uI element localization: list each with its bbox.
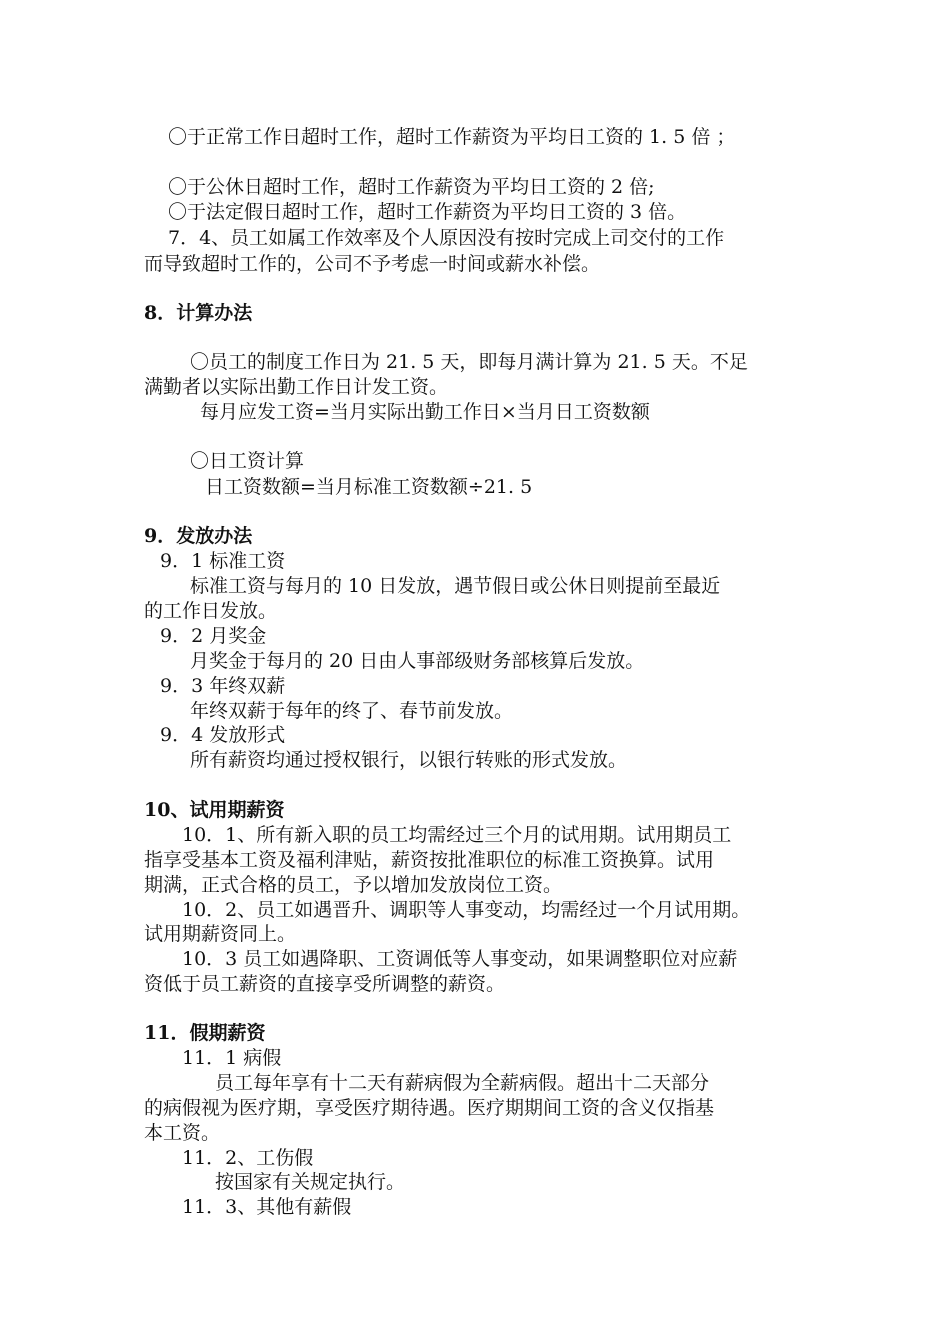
paragraph-10-2-line: 试用期薪资同上。 [144,923,297,945]
daily-pay-formula: 日工资数额=当月标准工资数额÷21. 5 [205,476,533,498]
subsection-9-1-text: 标准工资与每月的 10 日发放，遇节假日或公休日则提前至最近 [190,575,721,597]
workdays-rule-line: 满勤者以实际出勤工作日计发工资。 [144,376,449,398]
section-8-heading: 8．计算办法 [144,302,253,324]
subsection-11-3-title: 11．3、其他有薪假 [182,1196,352,1218]
section-9-heading: 9．发放办法 [144,525,253,547]
subsection-9-4-text: 所有薪资均通过授权银行，以银行转账的形式发放。 [190,749,628,771]
subsection-11-1-title: 11．1 病假 [182,1047,282,1069]
subsection-9-4-title: 9．4 发放形式 [160,724,286,746]
section-11-heading: 11．假期薪资 [144,1022,266,1044]
paragraph-10-2-line: 10．2、员工如遇晋升、调职等人事变动，均需经过一个月试用期。 [182,899,751,921]
overtime-workday-rule: 〇于正常工作日超时工作，超时工作薪资为平均日工资的 1. 5 倍 ； [168,126,736,148]
subsection-9-2-text: 月奖金于每月的 20 日由人事部级财务部核算后发放。 [190,650,645,672]
subsection-11-1-text: 员工每年享有十二天有薪病假为全薪病假。超出十二天部分 [215,1072,710,1094]
workdays-rule-line: 〇员工的制度工作日为 21. 5 天，即每月满计算为 21. 5 天。不足 [190,351,748,373]
subsection-9-3-text: 年终双薪于每年的终了、春节前发放。 [190,700,514,722]
paragraph-10-1-line: 指享受基本工资及福利津贴，薪资按批准职位的标准工资换算。试用 [144,849,715,871]
subsection-9-3-title: 9．3 年终双薪 [160,675,286,697]
paragraph-10-1-line: 10．1、所有新入职的员工均需经过三个月的试用期。试用期员工 [182,824,732,846]
paragraph-10-1-line: 期满，正式合格的员工，予以增加发放岗位工资。 [144,874,563,896]
item-7-4-line: 7．4、员工如属工作效率及个人原因没有按时完成上司交付的工作 [168,227,725,249]
daily-pay-heading: 〇日工资计算 [190,450,305,472]
section-10-heading: 10、试用期薪资 [144,799,285,821]
overtime-restday-rule: 〇于公休日超时工作，超时工作薪资为平均日工资的 2 倍; [168,176,655,198]
item-7-4-line: 而导致超时工作的，公司不予考虑一时间或薪水补偿。 [144,253,601,275]
subsection-9-2-title: 9．2 月奖金 [160,625,267,647]
overtime-holiday-rule: 〇于法定假日超时工作，超时工作薪资为平均日工资的 3 倍。 [168,201,687,223]
subsection-11-2-text: 按国家有关规定执行。 [215,1171,406,1193]
subsection-9-1-text: 的工作日发放。 [144,600,278,622]
subsection-9-1-title: 9．1 标准工资 [160,550,286,572]
paragraph-10-3-line: 资低于员工薪资的直接享受所调整的薪资。 [144,973,506,995]
subsection-11-2-title: 11．2、工伤假 [182,1147,314,1169]
monthly-pay-formula: 每月应发工资=当月实际出勤工作日×当月日工资数额 [200,401,650,423]
subsection-11-1-text: 的病假视为医疗期，享受医疗期待遇。医疗期期间工资的含义仅指基 [144,1097,715,1119]
subsection-11-1-text: 本工资。 [144,1122,221,1144]
paragraph-10-3-line: 10．3 员工如遇降职、工资调低等人事变动，如果调整职位对应薪 [182,948,738,970]
